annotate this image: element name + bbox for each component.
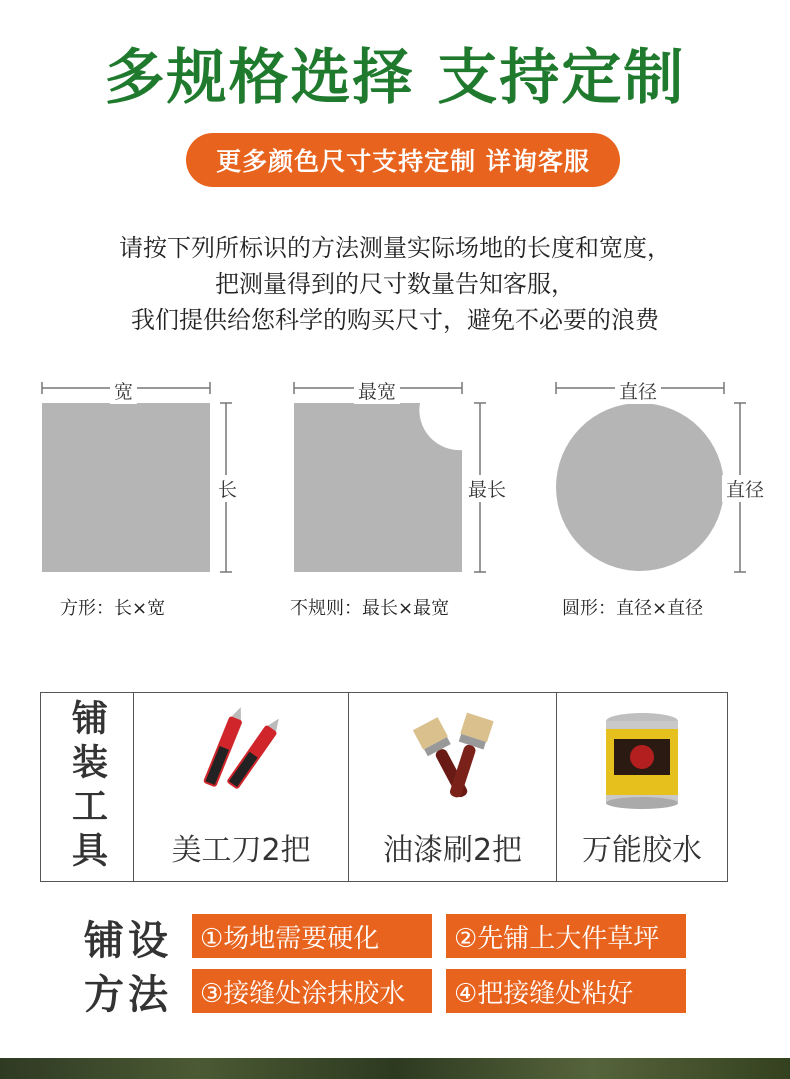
circle-shape [556,403,724,571]
circle-diameter-side-label: 直径 [722,475,768,502]
tool-label: 美工刀2把 [171,833,311,868]
circle-diameter-top-label: 直径 [615,377,661,404]
description-line: 我们提供给您科学的购买尺寸，避免不必要的浪费 [131,306,659,334]
tools-heading: 铺装工具 [66,699,108,875]
square-length-label: 长 [214,475,241,502]
irregular-length-label: 最长 [464,475,510,502]
measurement-diagram [0,370,790,630]
square-width-label: 宽 [110,377,137,404]
tool-item [557,693,727,881]
paint-brush-icon [398,705,508,815]
page-title: 多规格选择 支持定制 [104,43,686,113]
tool-label: 万能胶水 [582,833,702,868]
square-caption: 方形：长×宽 [60,598,166,619]
tool-item [349,693,557,881]
method-step: ①场地需要硬化 [192,914,432,958]
method-step: ③接缝处涂抹胶水 [192,969,432,1013]
utility-knife-icon [186,705,296,815]
irregular-caption: 不规则：最长×最宽 [290,598,450,619]
measurement-shapes [0,370,790,630]
custom-size-badge: 更多颜色尺寸支持定制 详询客服 [186,133,620,187]
method-heading-text: 铺设方法 [84,918,172,1018]
description-line: 请按下列所标识的方法测量实际场地的长度和宽度， [119,234,671,262]
glue-can-icon [592,705,692,815]
tool-label: 油漆刷2把 [382,833,523,868]
circle-caption: 圆形：直径×直径 [562,598,704,619]
tool-item [134,693,349,881]
square-shape [42,403,210,572]
description-line: 把测量得到的尺寸数量告知客服， [215,270,575,298]
bottom-photo-strip [0,1058,790,1079]
method-step: ②先铺上大件草坪 [446,914,686,958]
method-step: ④把接缝处粘好 [446,969,686,1013]
tools-table [40,692,728,882]
irregular-shape [294,403,462,572]
irregular-width-label: 最宽 [354,377,400,404]
method-heading [84,914,180,1022]
tools-heading-cell [41,693,134,881]
